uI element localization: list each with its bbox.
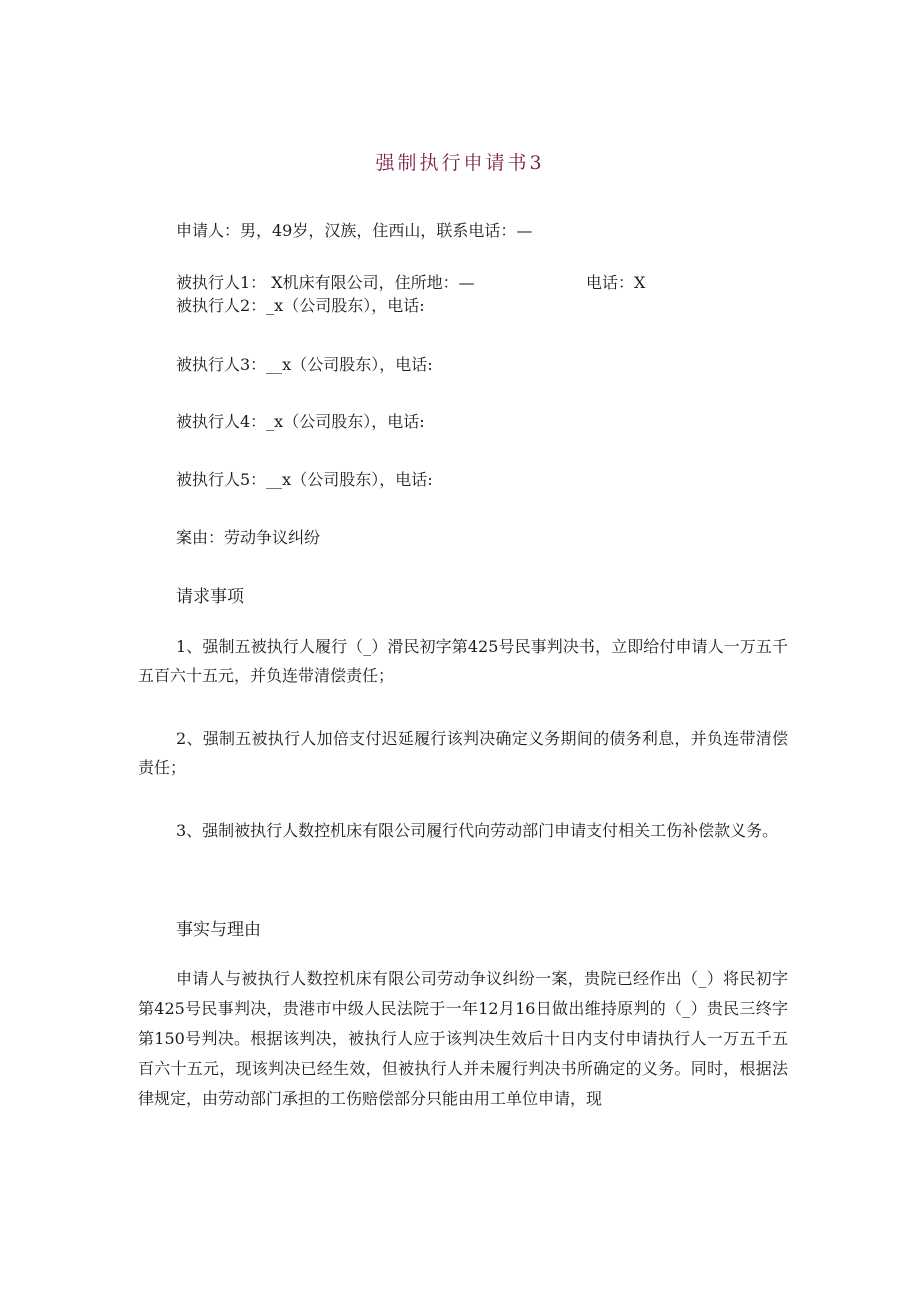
facts-paragraph: 申请人与被执行人数控机床有限公司劳动争议纠纷一案，贵院已经作出（_）将民初字第425号民事判决，贵港市中级人民法院于一年12月16日做出维持原判的（_）贵民三终字第150号判决。根据该判决，被执行人应于该判决生效后十日内支付申请执行人一万五千五百六十五元，现该判决已经生效，但被执行人并未履行判决书所确定的义务。同时，根据法律规定，由劳动部门承担的工伤赔偿部分只能由用工单位申请，现 [138, 969, 788, 1108]
requests-heading: 请求事项 [176, 587, 244, 607]
respondent-5-line: 被执行人5：__x（公司股东），电话: [176, 470, 433, 489]
respondent-4-line: 被执行人4：_x（公司股东），电话: [176, 412, 425, 431]
case-cause-line: 案由：劳动争议纠纷 [176, 528, 321, 547]
respondent-3-line: 被执行人3：__x（公司股东），电话: [176, 355, 433, 374]
respondent-1-tel: 电话：X [586, 273, 646, 292]
facts-heading: 事实与理由 [176, 920, 261, 940]
document-title: 强制执行申请书3 [375, 152, 545, 174]
request-item-2: 2、强制五被执行人加倍支付迟延履行该判决确定义务期间的债务利息，并负连带清偿责任； [138, 729, 788, 777]
request-item-1: 1、强制五被执行人履行（_）滑民初字第425号民事判决书，立即给付申请人一万五千五百六十五元，并负连带清偿责任； [138, 637, 788, 685]
respondent-1-line: 被执行人1： X机床有限公司，住所地：— [176, 273, 475, 292]
applicant-line: 申请人：男，49岁，汉族，住西山，联系电话：— [176, 221, 533, 240]
request-item-3: 3、强制被执行人数控机床有限公司履行代向劳动部门申请支付相关工伤补偿款义务。 [176, 821, 779, 840]
respondent-2-line: 被执行人2：_x（公司股东），电话: [176, 296, 425, 315]
